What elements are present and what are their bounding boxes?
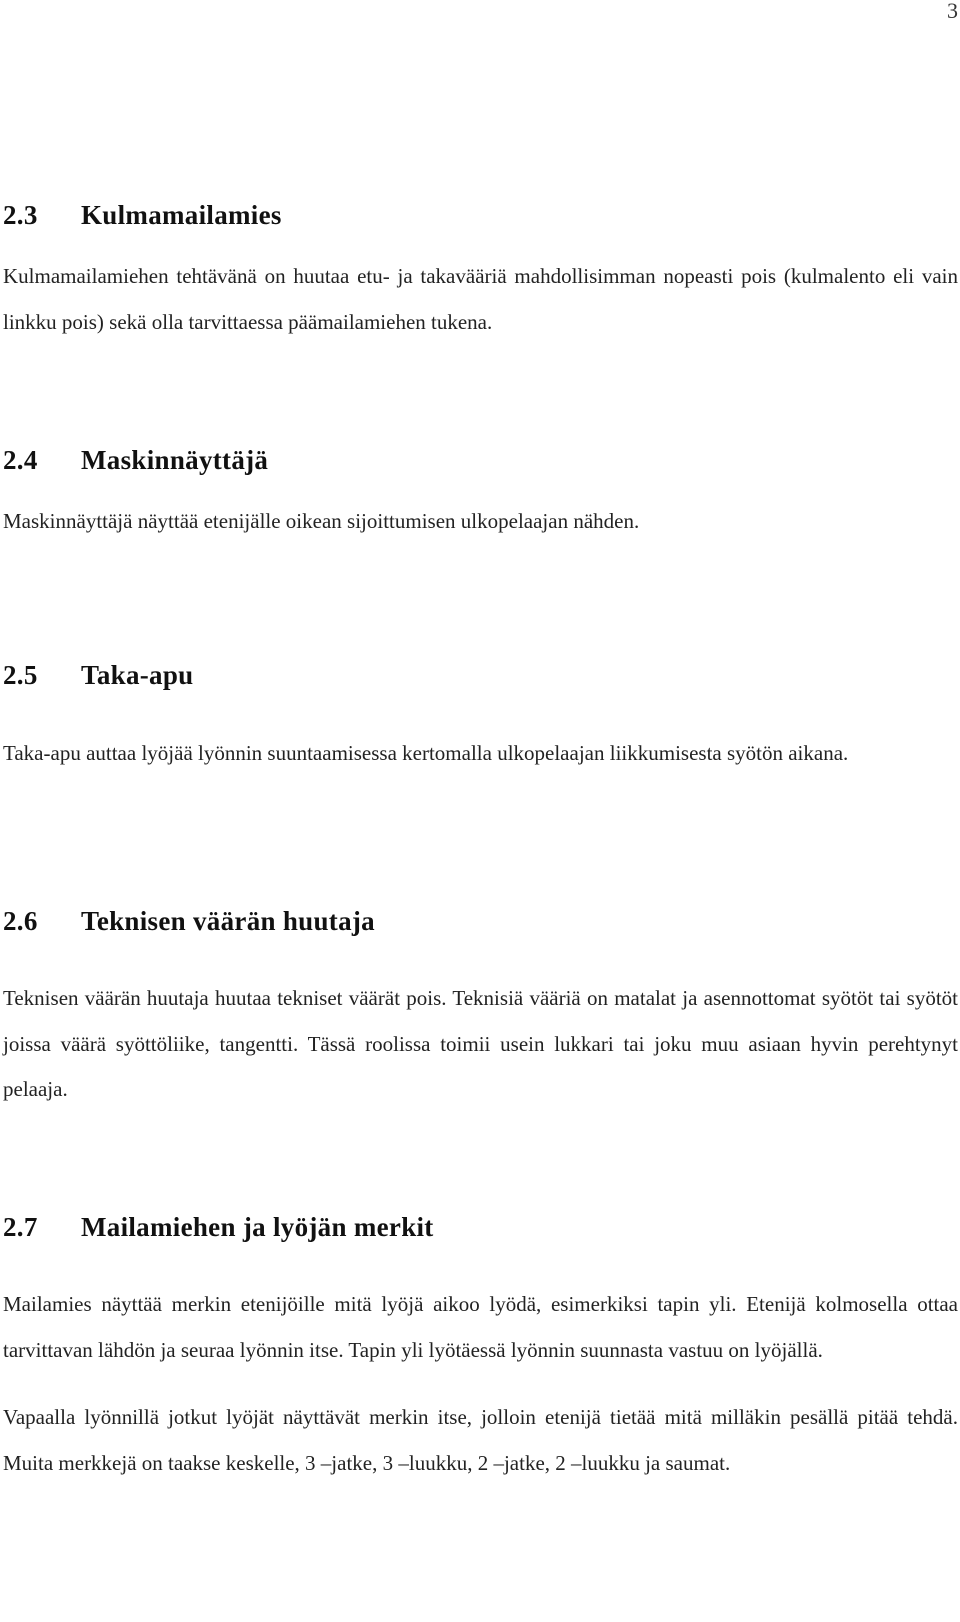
paragraph: Kulmamailamiehen tehtävänä on huutaa etu- ja takavääriä mahdollisimman nopeasti pois (kulmalento eli vain linkku pois) sekä olla tarvittaessa päämailamiehen tukena. bbox=[3, 264, 958, 334]
section-heading bbox=[3, 660, 958, 691]
section-number: 2.3 bbox=[3, 200, 38, 230]
paragraph: Mailamies näyttää merkin etenijöille mitä lyöjä aikoo lyödä, esimerkiksi tapin yli. Etenijä kolmosella ottaa tarvittavan lähdön ja seuraa lyönnin itse. Tapin yli lyötäessä lyönnin suunnasta vastuu on lyöjällä. bbox=[3, 1292, 958, 1362]
section-number: 2.7 bbox=[3, 1212, 38, 1242]
section-heading bbox=[3, 445, 958, 476]
paragraph: Teknisen väärän huutaja huutaa tekniset väärät pois. Teknisiä vääriä on matalat ja asennottomat syötöt tai syötöt joissa väärä syöttöliike, tangentti. Tässä roolissa toimii usein lukkari tai joku muu asiaan hyvin perehtynyt pelaaja. bbox=[3, 986, 958, 1101]
page-number: 3 bbox=[947, 0, 958, 23]
section-title: Kulmamailamies bbox=[81, 200, 282, 230]
paragraph: Maskinnäyttäjä näyttää etenijälle oikean sijoittumisen ulkopelaajan nähden. bbox=[3, 509, 640, 533]
section-2-3 bbox=[3, 200, 958, 345]
section-2-5 bbox=[3, 660, 958, 777]
section-2-7 bbox=[3, 1212, 958, 1486]
section-title: Taka-apu bbox=[81, 660, 194, 690]
section-number: 2.6 bbox=[3, 906, 38, 936]
section-number: 2.4 bbox=[3, 445, 38, 475]
section-title: Teknisen väärän huutaja bbox=[81, 906, 375, 936]
paragraph: Vapaalla lyönnillä jotkut lyöjät näyttävät merkin itse, jolloin etenijä tietää mitä milläkin pesällä pitää tehdä. Muita merkkejä on taakse keskelle, 3 –jatke, 3 –luukku, 2 –jatke, 2 –luukku ja saumat. bbox=[3, 1405, 958, 1475]
section-number: 2.5 bbox=[3, 660, 38, 690]
section-title: Mailamiehen ja lyöjän merkit bbox=[81, 1212, 434, 1242]
section-heading bbox=[3, 1212, 958, 1243]
section-title: Maskinnäyttäjä bbox=[81, 445, 269, 475]
paragraph: Taka-apu auttaa lyöjää lyönnin suuntaamisessa kertomalla ulkopelaajan liikkumisesta syötön aikana. bbox=[3, 741, 849, 765]
section-2-6 bbox=[3, 906, 958, 1113]
section-2-4 bbox=[3, 445, 958, 545]
section-heading bbox=[3, 200, 958, 231]
section-heading bbox=[3, 906, 958, 937]
